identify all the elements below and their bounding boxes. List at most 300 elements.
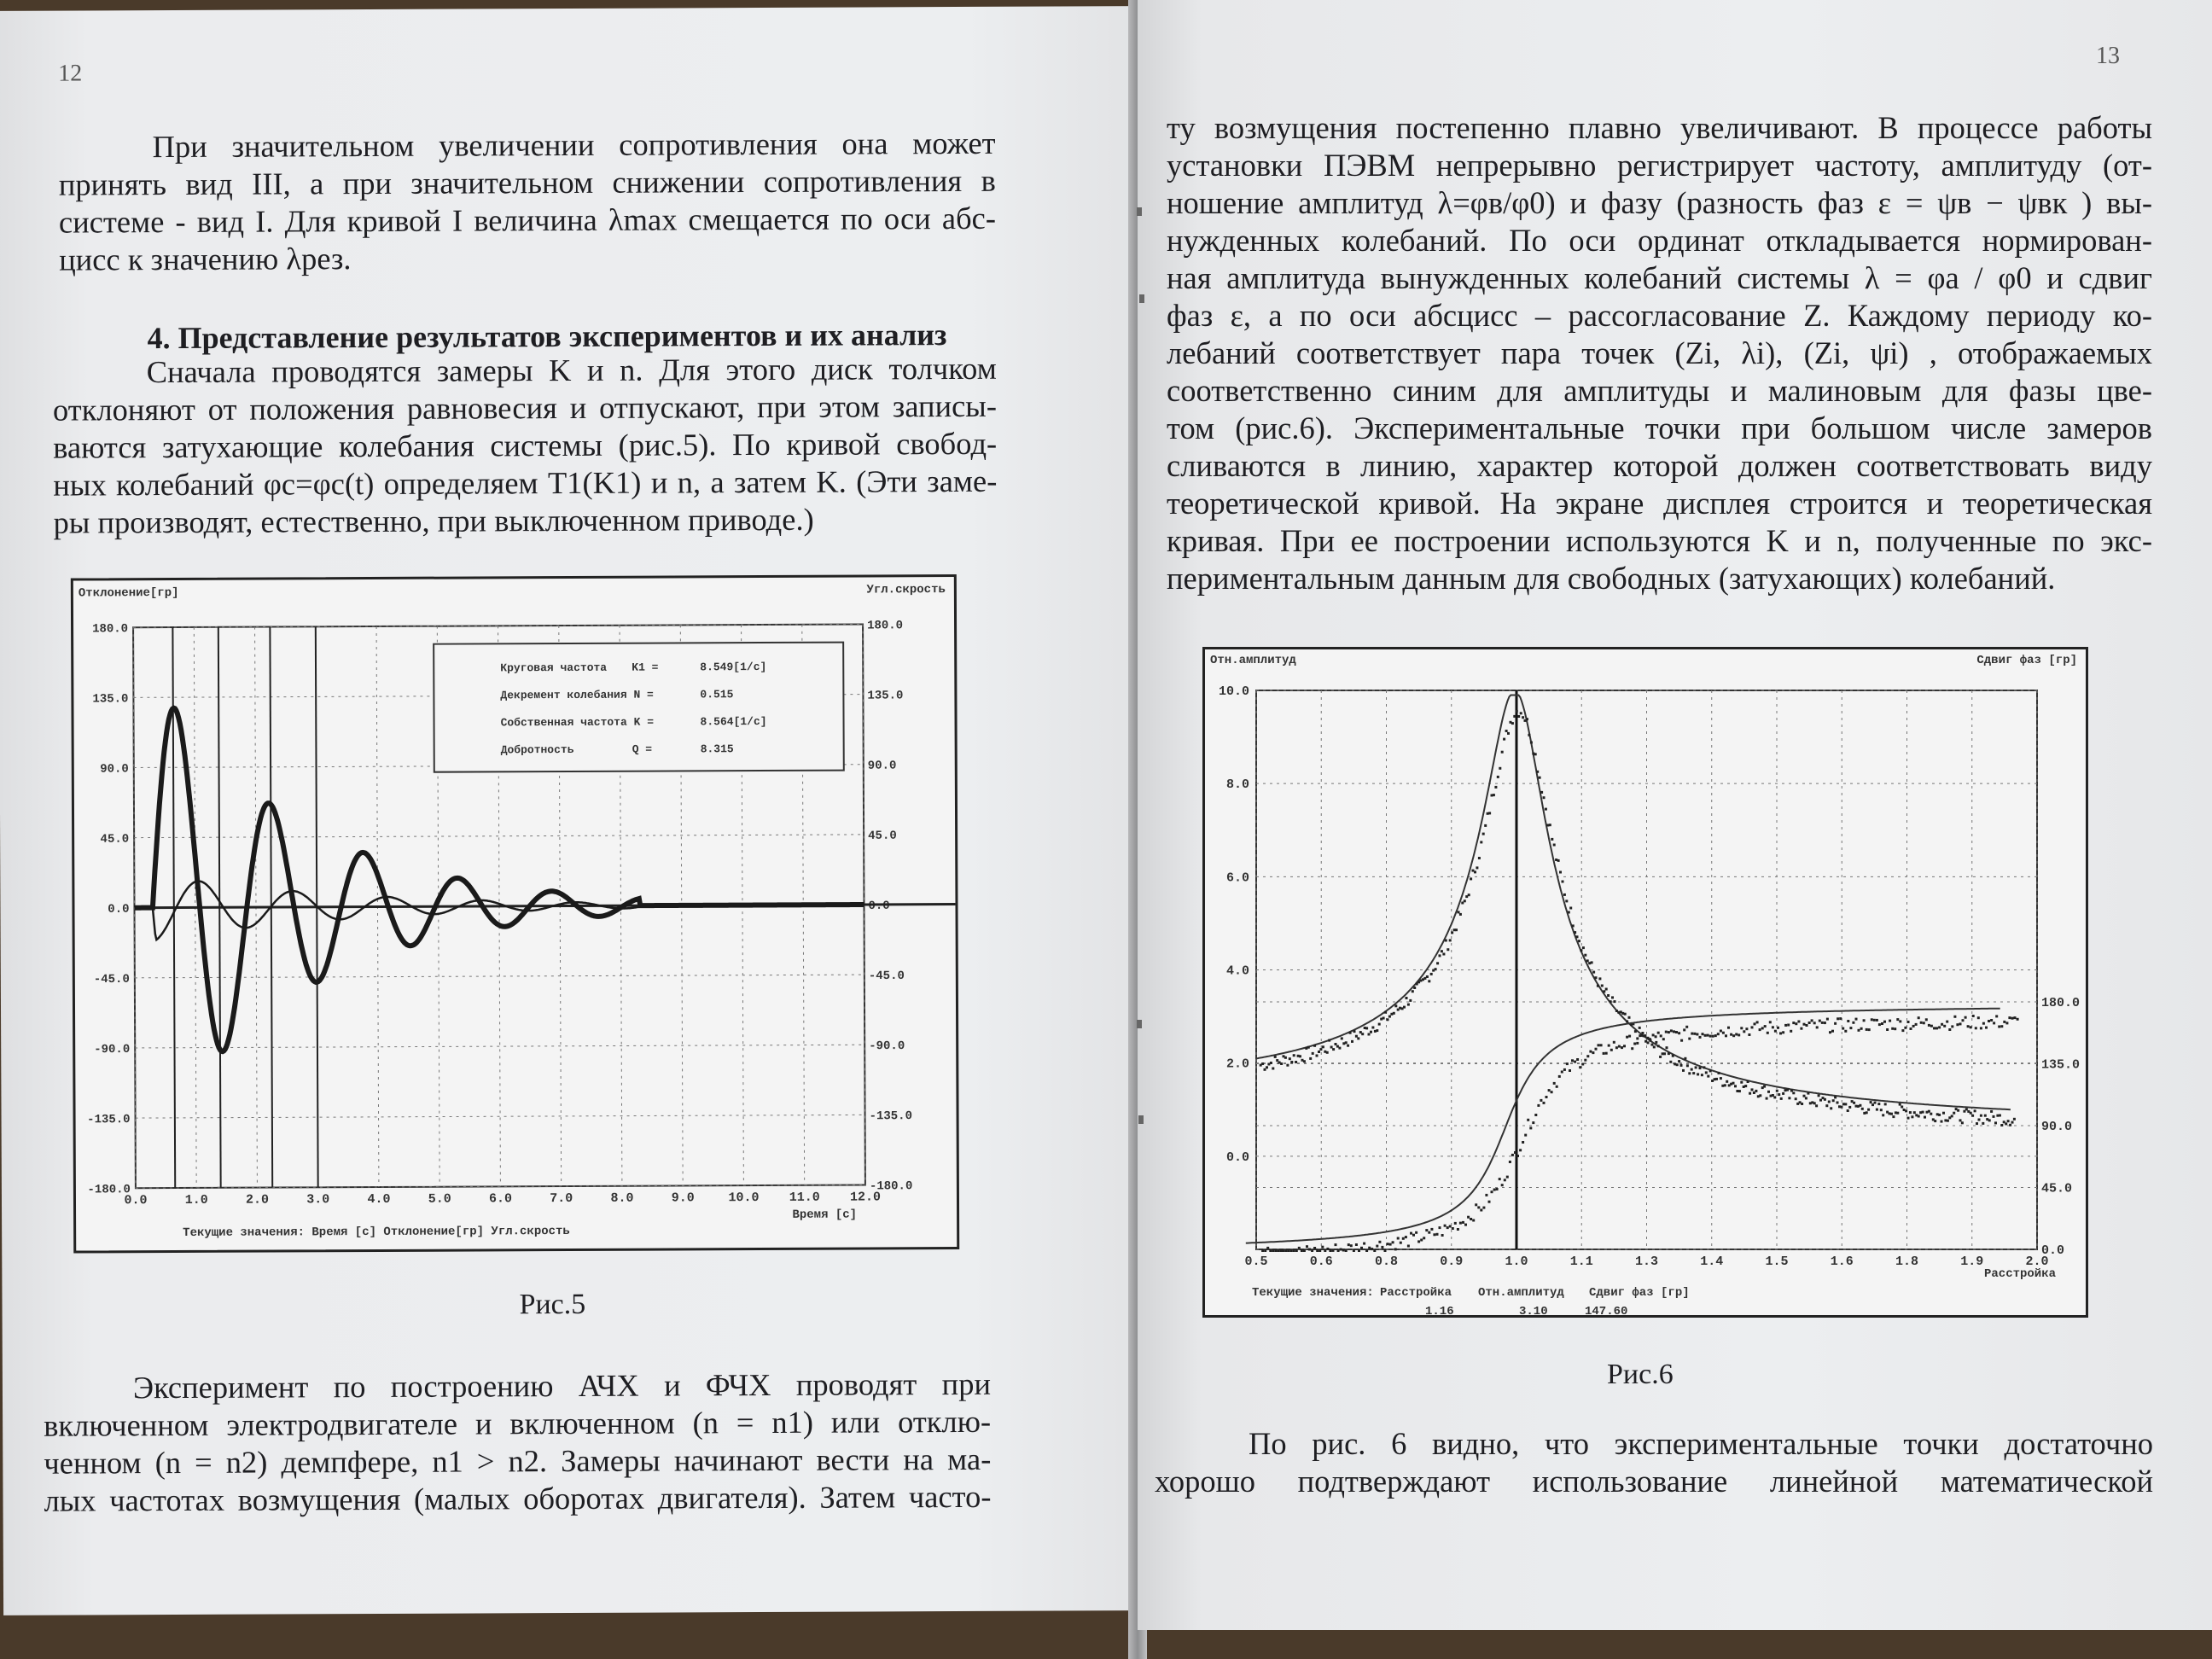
amplitude-point <box>1272 1068 1274 1070</box>
phase-point <box>1860 1027 1863 1030</box>
figure-5-damped-oscillations <box>71 574 959 1254</box>
amplitude-point <box>1442 953 1445 956</box>
phase-point <box>1899 1020 1901 1022</box>
amplitude-point <box>1565 899 1568 902</box>
amplitude-point <box>1335 1043 1337 1045</box>
phase-point <box>1936 1027 1938 1029</box>
phase-point <box>1600 1044 1603 1046</box>
amplitude-point <box>1528 734 1530 736</box>
phase-point <box>1665 1031 1668 1033</box>
amplitude-point <box>1338 1047 1341 1050</box>
amplitude-point <box>1387 1018 1389 1021</box>
page-number-left: 12 <box>58 60 83 87</box>
phase-point <box>1910 1027 1912 1030</box>
amplitude-point <box>1867 1109 1870 1111</box>
phase-point <box>1990 1019 1993 1022</box>
amplitude-point <box>1539 777 1541 779</box>
amplitude-point <box>1749 1092 1751 1095</box>
phase-point <box>1883 1021 1886 1023</box>
amplitude-point <box>1703 1066 1705 1068</box>
amplitude-point <box>1347 1045 1349 1047</box>
phase-point <box>1467 1216 1470 1219</box>
phase-point <box>1288 1249 1290 1252</box>
phase-point <box>2008 1016 2011 1019</box>
amplitude-point <box>1586 959 1589 962</box>
amplitude-point <box>1959 1119 1962 1121</box>
amplitude-point <box>1738 1090 1741 1092</box>
phase-point <box>1425 1229 1428 1231</box>
amplitude-point <box>1526 718 1528 720</box>
amplitude-point <box>1319 1048 1322 1051</box>
y2-tick-label: 90.0 <box>867 759 897 773</box>
text-line: установки ПЭВМ непрерывно регистрирует частоту, амплитуду (от- <box>1167 148 2152 183</box>
phase-point <box>1266 1247 1269 1249</box>
amplitude-point <box>1582 946 1585 949</box>
phase-point <box>1959 1022 1962 1025</box>
phase-point <box>1806 1024 1808 1027</box>
phase-point <box>2003 1021 2005 1023</box>
phase-point <box>1808 1022 1811 1024</box>
amplitude-point <box>1978 1119 1981 1121</box>
phase-point <box>1972 1015 1975 1017</box>
phase-point <box>1561 1071 1563 1074</box>
amplitude-point <box>1657 1045 1660 1047</box>
text-line: отклоняют от положения равновесия и отпускают, при этом записы- <box>52 387 998 428</box>
amplitude-point <box>1680 1064 1683 1067</box>
x-axis-label: Расстройка <box>1983 1267 2057 1281</box>
info-box-label: Круговая частота <box>500 661 608 675</box>
phase-point <box>1811 1019 1813 1022</box>
x-tick-label: 1.3 <box>1634 1254 1659 1269</box>
amplitude-point <box>1522 716 1524 719</box>
phase-point <box>1998 1026 2000 1028</box>
x-tick-label: 2.0 <box>245 1192 270 1208</box>
phase-point <box>1301 1249 1303 1252</box>
amplitude-point <box>1650 1044 1653 1046</box>
amplitude-point <box>1994 1121 1997 1124</box>
phase-point <box>1941 1023 1943 1026</box>
text-line: цисс к значению λрез. <box>59 241 352 277</box>
amplitude-point <box>1482 833 1485 835</box>
phase-point <box>1631 1047 1633 1050</box>
phase-point <box>1858 1029 1860 1032</box>
amplitude-point <box>1559 871 1562 874</box>
phase-point <box>1795 1022 1797 1025</box>
text-line: ных колебаний φc=φc(t) определяем T1(K1) и n, а затем K. (Эти заме- <box>53 463 998 503</box>
amplitude-point <box>1790 1090 1793 1092</box>
amplitude-point <box>1832 1099 1835 1102</box>
phase-point <box>1834 1022 1837 1025</box>
amplitude-point <box>1951 1115 1953 1117</box>
phase-point <box>1420 1239 1423 1242</box>
amplitude-point <box>1543 796 1545 799</box>
amplitude-point <box>1592 971 1595 974</box>
phase-point <box>1920 1022 1923 1024</box>
amplitude-point <box>1918 1115 1920 1118</box>
phase-point <box>1891 1027 1894 1030</box>
phase-point <box>1904 1027 1906 1029</box>
amplitude-point <box>1801 1103 1803 1105</box>
phase-point <box>1392 1241 1394 1243</box>
amplitude-point <box>1447 948 1449 951</box>
amplitude-point <box>1803 1095 1806 1097</box>
y-tick-label: 90.0 <box>100 762 129 777</box>
y2-tick-label: -180.0 <box>869 1179 913 1194</box>
phase-point <box>1849 1027 1852 1029</box>
amplitude-point <box>1326 1051 1329 1054</box>
text-line: нужденных колебаний. По оси ординат откладывается нормирован- <box>1167 223 2152 258</box>
amplitude-point <box>1684 1057 1686 1060</box>
y2-tick-label: -45.0 <box>868 969 905 984</box>
phase-point <box>1378 1241 1381 1243</box>
amplitude-point <box>1984 1115 1987 1117</box>
phase-point <box>1813 1022 1816 1024</box>
text-line: При значительном увеличении сопротивления она может <box>152 125 996 165</box>
amplitude-point <box>1695 1066 1697 1068</box>
info-box-param: K1 = <box>632 661 659 674</box>
phase-point <box>1745 1027 1748 1030</box>
amplitude-point <box>1732 1082 1735 1085</box>
phase-point <box>1738 1033 1740 1036</box>
phase-point <box>1951 1025 1953 1027</box>
phase-point <box>1842 1027 1844 1030</box>
phase-point <box>1829 1031 1831 1033</box>
amplitude-point <box>1830 1107 1832 1109</box>
phase-point <box>1332 1249 1335 1252</box>
amplitude-point <box>1993 1115 1995 1118</box>
phase-point <box>1480 1209 1482 1212</box>
phase-point <box>1280 1249 1283 1252</box>
phase-point <box>1353 1249 1355 1252</box>
amplitude-point <box>2013 1118 2016 1121</box>
phase-point <box>1430 1228 1433 1231</box>
amplitude-point <box>1341 1037 1343 1039</box>
phase-point <box>1675 1031 1678 1033</box>
phase-point <box>1821 1022 1824 1024</box>
phase-point <box>1636 1042 1639 1045</box>
x-tick-label: 1.0 <box>184 1192 208 1208</box>
phase-point <box>1605 1052 1608 1055</box>
phase-point <box>1613 1041 1615 1044</box>
amplitude-point <box>1445 940 1447 942</box>
amplitude-point <box>1474 870 1476 873</box>
amplitude-point <box>1720 1077 1722 1080</box>
paragraph-conclusion <box>1155 1425 2153 1500</box>
phase-point <box>1371 1248 1373 1250</box>
phase-point <box>1417 1240 1420 1243</box>
amplitude-point <box>1286 1064 1289 1067</box>
phase-point <box>1595 1048 1598 1051</box>
amplitude-point <box>1709 1069 1712 1072</box>
phase-point <box>1925 1018 1928 1021</box>
phase-point <box>1702 1033 1704 1035</box>
phase-point <box>1678 1032 1680 1034</box>
amplitude-point <box>1384 1011 1387 1014</box>
phase-point <box>1402 1237 1405 1240</box>
amplitude-point <box>1407 1004 1410 1006</box>
amplitude-point <box>1976 1122 1978 1125</box>
x-tick-label: 0.9 <box>1440 1254 1464 1269</box>
phase-point <box>1948 1028 1951 1031</box>
phase-point <box>1365 1249 1368 1252</box>
phase-point <box>1982 1022 1985 1025</box>
text-line: кривая. При ее построении используются K и n, полученные по экс- <box>1167 523 2152 558</box>
phase-point <box>1574 1061 1576 1063</box>
phase-point <box>1295 1249 1298 1252</box>
phase-point <box>1326 1248 1329 1250</box>
amplitude-point <box>1501 751 1504 754</box>
phase-point <box>1962 1019 1965 1022</box>
amplitude-point <box>1934 1120 1936 1122</box>
amplitude-point <box>1370 1031 1372 1033</box>
amplitude-point <box>1451 931 1453 934</box>
amplitude-point <box>1682 1069 1685 1072</box>
phase-point <box>1800 1027 1802 1030</box>
y2-tick-label: 180.0 <box>2041 996 2081 1010</box>
y2-tick-label: 45.0 <box>2041 1181 2073 1196</box>
x-tick-label: 0.6 <box>1309 1254 1333 1269</box>
amplitude-point <box>1813 1102 1816 1104</box>
phase-point <box>1603 1052 1605 1055</box>
amplitude-point <box>1413 987 1416 989</box>
text-line: Эксперимент по построению АЧХ и ФЧХ проводят при <box>132 1365 992 1406</box>
phase-point <box>1779 1032 1782 1034</box>
amplitude-point <box>1924 1116 1926 1119</box>
amplitude-point <box>1876 1109 1878 1111</box>
amplitude-point <box>1792 1091 1795 1094</box>
amplitude-point <box>1678 1060 1680 1062</box>
phase-point <box>1348 1243 1350 1246</box>
x-tick-label: 2.0 <box>2025 1254 2049 1269</box>
amplitude-point <box>1316 1055 1318 1057</box>
amplitude-point <box>1357 1037 1359 1039</box>
y-tick-label: 135.0 <box>92 692 129 707</box>
amplitude-point <box>1430 973 1433 975</box>
amplitude-point <box>1942 1112 1945 1115</box>
phase-point <box>1459 1222 1462 1225</box>
phase-point <box>1496 1188 1499 1190</box>
text-line: включенном электродвигателе и включенном (n = n1) или отклю- <box>44 1403 992 1443</box>
y2-tick-label: 90.0 <box>2041 1120 2073 1134</box>
amplitude-point <box>1882 1114 1884 1116</box>
phase-point <box>1540 1099 1542 1102</box>
amplitude-point <box>1576 935 1579 938</box>
amplitude-point <box>1692 1072 1695 1074</box>
phase-point <box>1863 1019 1866 1022</box>
phase-point <box>1977 1016 1980 1019</box>
phase-point <box>1324 1249 1326 1252</box>
phase-point <box>1405 1236 1407 1238</box>
amplitude-point <box>1351 1040 1353 1043</box>
amplitude-point <box>1759 1094 1761 1097</box>
phase-point <box>1878 1023 1881 1026</box>
amplitude-point <box>1884 1103 1887 1105</box>
amplitude-point <box>1953 1112 1955 1115</box>
phase-point <box>1946 1021 1948 1023</box>
phase-point <box>1514 1151 1516 1154</box>
phase-point <box>1340 1249 1342 1251</box>
amplitude-point <box>1795 1097 1797 1100</box>
amplitude-point <box>1611 996 1614 998</box>
y-axis-label: Отн.амплитуд <box>1210 654 1296 667</box>
amplitude-point <box>1309 1057 1312 1060</box>
y-tick-label: 4.0 <box>1225 963 1249 979</box>
y2-tick-label: -135.0 <box>869 1109 913 1124</box>
phase-point <box>1730 1033 1732 1036</box>
phase-point <box>1683 1028 1685 1031</box>
phase-point <box>1824 1022 1826 1024</box>
phase-point <box>1871 1018 1873 1021</box>
amplitude-point <box>1572 924 1575 927</box>
text-line: сливаются в линию, характер которой должен соответствовать виду <box>1167 448 2152 483</box>
phase-point <box>1303 1249 1306 1252</box>
phase-point <box>1657 1032 1660 1034</box>
amplitude-point <box>1505 730 1508 732</box>
phase-point <box>1751 1026 1754 1028</box>
text-line: хорошо подтверждают использование линейной математической <box>1155 1464 2153 1499</box>
phase-point <box>1774 1030 1777 1033</box>
amplitude-point <box>1480 841 1482 843</box>
phase-point <box>1784 1024 1787 1027</box>
x-tick-label: 11.0 <box>789 1190 820 1205</box>
phase-point <box>1831 1030 1834 1033</box>
section-heading: 4. Представление результатов экспериментов и их анализ <box>147 317 947 356</box>
y-tick-label: 2.0 <box>1225 1057 1249 1072</box>
phase-point <box>1373 1249 1376 1252</box>
phase-point <box>1553 1082 1556 1085</box>
amplitude-point <box>1866 1111 1868 1114</box>
phase-point <box>1709 1035 1712 1038</box>
amplitude-point <box>1907 1117 1910 1120</box>
amplitude-point <box>1378 1023 1381 1026</box>
amplitude-point <box>1365 1027 1368 1029</box>
phase-point <box>1598 1044 1600 1046</box>
phase-point <box>1464 1224 1467 1226</box>
chart-damped-oscillations <box>73 577 957 1250</box>
phase-point <box>1633 1043 1636 1045</box>
phase-point <box>1410 1232 1412 1235</box>
amplitude-point <box>1614 1000 1616 1003</box>
amplitude-point <box>1549 824 1551 826</box>
text-line: принять вид III, а при значительном снижении сопротивления в <box>58 162 996 202</box>
phase-point <box>1462 1221 1464 1224</box>
amplitude-point <box>1970 1112 1972 1115</box>
phase-point <box>1707 1034 1709 1037</box>
text-line: периментальным данным для свободных (затухающих) колебаний. <box>1167 561 2056 596</box>
amplitude-point <box>1974 1109 1976 1112</box>
amplitude-point <box>1520 712 1522 714</box>
y-tick-label: 0.0 <box>1225 1150 1249 1165</box>
paragraph-resistance <box>59 125 997 279</box>
amplitude-point <box>1503 738 1505 741</box>
phase-point <box>1556 1086 1558 1088</box>
chart-footer-value: 3.10 <box>1519 1305 1548 1315</box>
phase-point <box>1985 1027 1988 1029</box>
phase-point <box>1967 1025 1970 1027</box>
text-line: Сначала проводятся замеры K и n. Для этого диск толчком <box>146 350 997 390</box>
amplitude-point <box>1634 1030 1637 1033</box>
amplitude-point <box>1676 1063 1679 1066</box>
amplitude-point <box>1861 1108 1864 1110</box>
amplitude-point <box>1628 1016 1631 1019</box>
amplitude-point <box>1470 877 1472 880</box>
phase-point <box>1889 1020 1891 1022</box>
phase-point <box>1415 1231 1417 1234</box>
phase-point <box>1953 1016 1956 1018</box>
amplitude-point <box>1494 786 1497 789</box>
phase-point <box>1387 1243 1389 1245</box>
phase-point <box>1475 1203 1477 1206</box>
phase-point <box>1623 1045 1626 1047</box>
amplitude-point <box>1266 1066 1268 1068</box>
info-box-label: Декремент колебания N = <box>500 688 654 702</box>
chart-footer-label: Расстройка <box>1380 1286 1452 1300</box>
chart-footer-label: Текущие значения: <box>1252 1286 1374 1300</box>
amplitude-point <box>1626 1020 1628 1022</box>
phase-point <box>1691 1033 1693 1035</box>
text-line: фаз ε, а по оси абсцисс – рассогласование Z. Каждому периоду ко- <box>1167 298 2152 333</box>
phase-point <box>1592 1051 1594 1054</box>
phase-point <box>1699 1036 1702 1039</box>
phase-point <box>1995 1015 1998 1017</box>
x-tick-label: 10.0 <box>728 1190 760 1206</box>
amplitude-point <box>1624 1013 1627 1016</box>
amplitude-point <box>1655 1041 1657 1044</box>
phase-point <box>1477 1206 1480 1208</box>
y2-tick-label: 0.0 <box>868 899 890 913</box>
phase-point <box>1980 1027 1982 1029</box>
phase-point <box>1472 1220 1475 1222</box>
phase-point <box>1704 1034 1707 1037</box>
amplitude-point <box>1697 1073 1699 1075</box>
phase-point <box>1571 1059 1574 1062</box>
amplitude-point <box>1999 1115 2001 1117</box>
y-tick-label: -180.0 <box>87 1183 131 1197</box>
phase-point <box>1433 1233 1435 1236</box>
right-page <box>1138 0 2212 1630</box>
phase-point <box>1543 1102 1545 1104</box>
amplitude-point <box>1870 1101 1872 1103</box>
phase-point <box>1641 1032 1644 1034</box>
phase-point <box>1306 1245 1308 1248</box>
amplitude-point <box>2009 1124 2011 1126</box>
amplitude-point <box>1922 1111 1924 1114</box>
chart-footer-label: Отн.амплитуд <box>1478 1286 1564 1300</box>
phase-point <box>1866 1028 1868 1031</box>
amplitude-point <box>1513 715 1516 718</box>
phase-point <box>1499 1178 1501 1180</box>
phase-point <box>1290 1249 1293 1252</box>
phase-point <box>1693 1033 1696 1035</box>
amplitude-point <box>1511 722 1514 725</box>
text-line: том (рис.6). Экспериментальные точки при большом числе замеров <box>1167 410 2152 445</box>
chart-footer-value: 147.60 <box>1585 1305 1628 1315</box>
amplitude-point <box>1686 1064 1689 1067</box>
amplitude-point <box>1773 1096 1776 1098</box>
phase-point <box>1384 1249 1387 1252</box>
phase-point <box>1743 1030 1745 1033</box>
phase-point <box>1782 1031 1784 1033</box>
y-tick-label: -135.0 <box>87 1113 131 1127</box>
amplitude-point <box>1406 997 1408 999</box>
phase-point <box>1650 1039 1652 1042</box>
phase-point <box>1342 1249 1345 1252</box>
x-tick-label: 1.0 <box>1505 1254 1528 1269</box>
amplitude-point <box>1361 1033 1364 1035</box>
amplitude-point <box>1516 710 1518 713</box>
phase-point <box>1491 1190 1493 1193</box>
amplitude-point <box>1786 1089 1789 1091</box>
